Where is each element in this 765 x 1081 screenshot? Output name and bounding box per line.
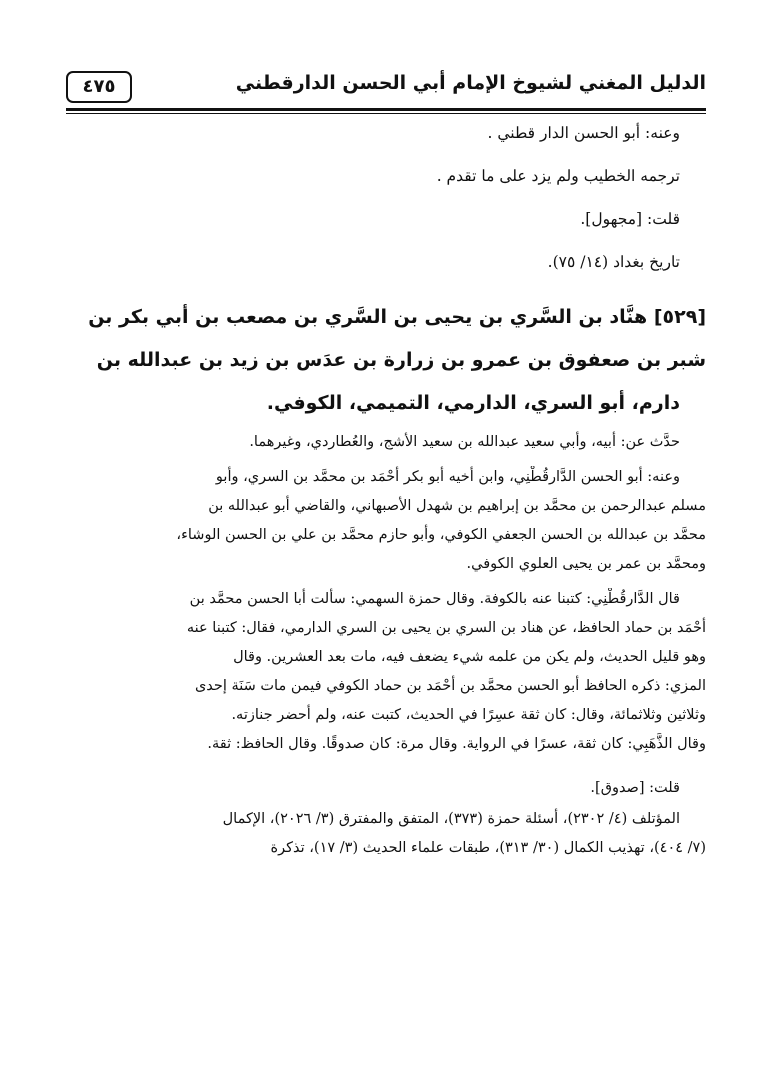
- students-paragraph: [66, 466, 706, 582]
- text-line: وهو قليل الحديث، ولم يكن من علمه شيء يضعف فيه، مات بعد العشرين. وقال: [233, 649, 706, 665]
- page-number: ٤٧٥: [66, 71, 132, 103]
- text-line: وعنه: أبو الحسن الدَّارقُطْنِي، وابن أخيه أبو بكر أحْمَد بن محمَّد بن السري، وأبو: [215, 469, 680, 485]
- sayings-paragraph: [66, 588, 706, 762]
- sources-paragraph: [66, 808, 706, 866]
- text-line: المزي: ذكره الحافظ أبو الحسن محمَّد بن أحْمَد بن حماد الكوفي فيمن مات سَنَة إحدى: [194, 678, 706, 694]
- text-line: قلت: [مجهول].: [580, 210, 680, 228]
- text-line: وعنه: أبو الحسن الدار قطني .: [487, 124, 680, 142]
- heading-line: دارم، أبو السري، الدارمي، التميمي، الكوفي.: [266, 392, 680, 414]
- page-header: [66, 66, 706, 110]
- text-line: قال الدَّارقُطْنِي: كتبنا عنه بالكوفة. وقال حمزة السهمي: سألت أبا الحسن محمَّد بن: [189, 591, 680, 607]
- heading-line: [٥٢٩] هنَّاد بن السَّري بن يحيى بن السَّري بن مصعب بن أبي بكر بن: [88, 306, 706, 328]
- verdict-paragraph: [66, 768, 706, 808]
- text-line: ومحمَّد بن عمر بن يحيى العلوي الكوفي.: [466, 556, 706, 572]
- text-line: (٧/ ٤٠٤)، تهذيب الكمال (٣٠/ ٣١٣)، طبقات علماء الحديث (٣/ ١٧)، تذكرة: [270, 840, 706, 856]
- teachers-paragraph: [66, 431, 706, 460]
- text-line: حدَّث عن: أبيه، وأبي سعيد عبدالله بن سعيد الأشج، والعُطاردي، وغيرهما.: [249, 434, 680, 450]
- text-line: تاريخ بغداد (١٤/ ٧٥).: [547, 253, 680, 271]
- running-title: الدليل المغني لشيوخ الإمام أبي الحسن الدارقطني: [235, 72, 706, 94]
- text-line: وثلاثين وثلاثمائة، وقال: كان ثقة عسِرًا في الحديث، كتبت عنه، ولم أحضر جنازته.: [231, 707, 706, 723]
- page-content: [66, 122, 706, 866]
- heading-line: شبر بن صعفوق بن عمرو بن زرارة بن عدَس بن زيد بن عبدالله بن: [96, 349, 706, 371]
- verdict: قلت: [صدوق].: [590, 780, 680, 796]
- header-rule-thin: [66, 113, 706, 114]
- text-line: المؤتلف (٤/ ٢٣٠٢)، أسئلة حمزة (٣٧٣)، المتفق والمفترق (٣/ ٢٠٢٦)، الإكمال: [222, 811, 680, 827]
- text-line: محمَّد بن عبدالله بن الحسن الجعفي الكوفي، وأبو حازم محمَّد بن علي بن الحسن الوشاء،: [176, 527, 706, 543]
- text-line: أحْمَد بن حماد الحافظ، عن هناد بن السري بن يحيى بن السري الدارمي، فقال: كتبنا عنه: [186, 620, 706, 636]
- entry-heading: [66, 302, 706, 431]
- header-rule: [66, 108, 706, 111]
- text-line: مسلم عبدالرحمن بن محمَّد بن إبراهيم بن شهدل الأصبهاني، والقاضي أبو عبدالله بن: [208, 498, 706, 514]
- previous-entry-tail: [66, 122, 706, 294]
- text-line: ترجمه الخطيب ولم يزد على ما تقدم .: [436, 167, 680, 185]
- text-line: وقال الذَّهَبِي: كان ثقة، عسرًا في الرواية. وقال مرة: كان صدوقًا. وقال الحافظ: ثقة.: [207, 736, 706, 752]
